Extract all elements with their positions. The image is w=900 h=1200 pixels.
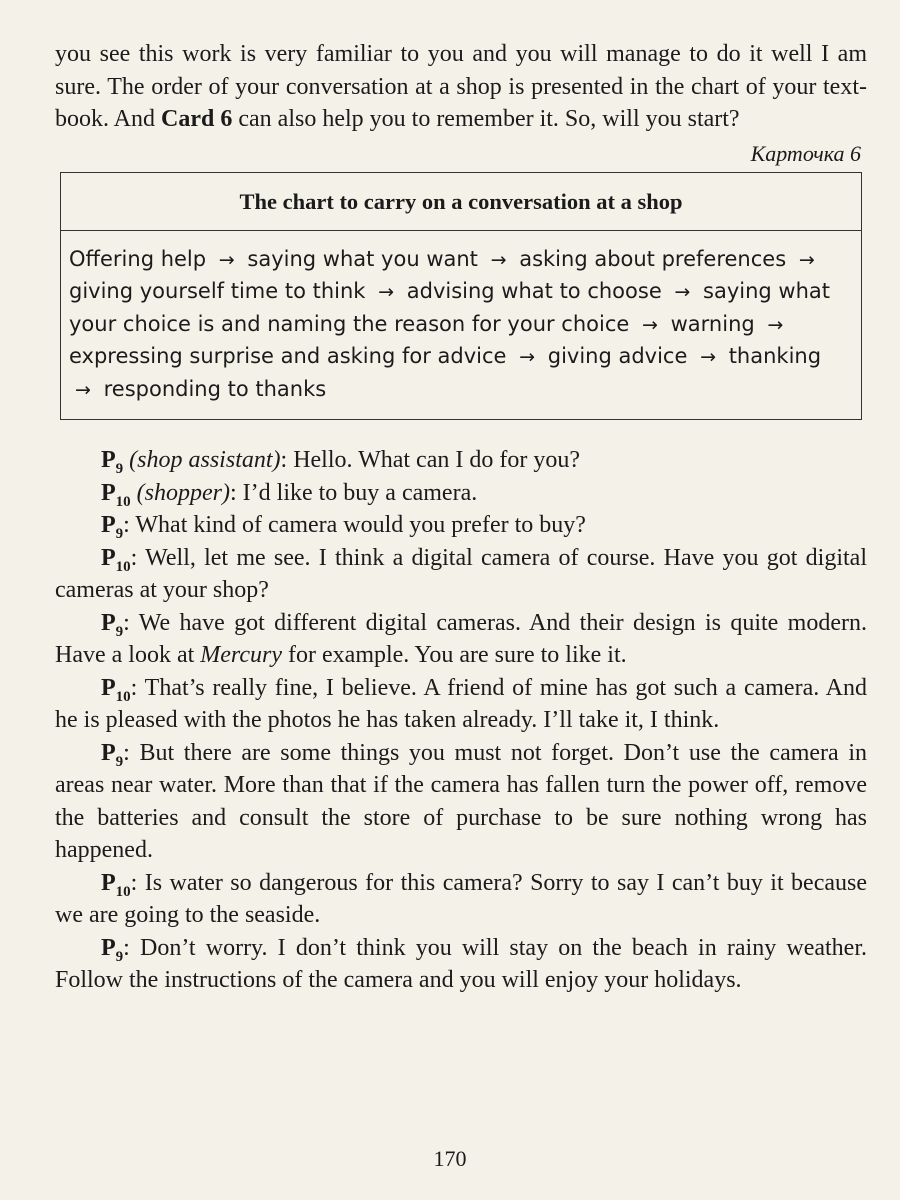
chart-step: responding to thanks [103, 376, 327, 401]
chart-step: giving yourself time to think [69, 279, 366, 303]
arrow-icon: → [642, 313, 658, 336]
chart-step: saying what your choice is and naming the reason for your choice [69, 279, 831, 336]
arrow-icon: → [519, 346, 536, 368]
dialog-text: : But there are some things you must not forget. Don’t use the camera in areas near water. More than that if the camera has fallen turn the power off, remove the batteries and consult the store of purchase to be sure nothing wrong has happened. [55, 739, 867, 863]
intro-paragraph: you see this work is very familiar to you and you will manage to do it well I am sure. The order of your conversation at a shop is presented in the chart of your text-book. And Card 6 can also help you to remember it. So, will you start? [55, 41, 867, 132]
chart-step: expressing surprise and asking for advice [69, 344, 507, 368]
speaker-role: (shopper) [136, 479, 230, 506]
dialog-line [55, 867, 867, 932]
arrow-icon: → [490, 248, 507, 271]
dialog-line [55, 607, 867, 672]
dialog-text: : We have got different digital cameras. And their design is quite modern. Have a look at [55, 609, 867, 668]
speaker-role: (shop assistant) [129, 447, 281, 473]
dialog-text: : What kind of camera would you prefer to buy? [123, 512, 586, 538]
conversation-chart [60, 172, 862, 421]
speaker-label: $P_9$ [101, 447, 124, 477]
arrow-icon: → [218, 248, 235, 271]
chart-step: advising what to choose [406, 279, 662, 303]
chart-step: Offering help [69, 246, 207, 271]
dialog-line [55, 672, 867, 737]
product-name: Mercury [200, 642, 283, 668]
speaker-label: $P_9$ [101, 739, 124, 770]
chart-flow [61, 231, 861, 420]
arrow-icon: → [798, 248, 815, 271]
speaker-label: $P_9$ [101, 512, 124, 542]
dialog-text: : I’d like to buy a camera. [230, 479, 478, 506]
dialog-line [55, 932, 867, 997]
dialog-text: : Hello. What can I do for you? [280, 447, 580, 473]
speaker-label: $P_9$ [101, 934, 124, 965]
speaker-label: $P_9$ [101, 609, 124, 640]
chart-title: The chart to carry on a conversation at a shop [61, 173, 861, 231]
arrow-icon: → [700, 346, 717, 368]
arrow-icon: → [378, 281, 395, 303]
speaker-label: $P_{10}$ [101, 869, 131, 900]
dialog-text: for example. You are sure to like it. [282, 642, 627, 668]
speaker-label: $P_{10}$ [101, 479, 131, 510]
chart-step: saying what you want [247, 246, 478, 271]
arrow-icon: → [75, 378, 91, 401]
arrow-icon: → [674, 281, 691, 303]
card-reference: Card 6 [161, 106, 233, 132]
dialog-line [55, 509, 867, 542]
dialog-text: : That’s really fine, I believe. A friend of mine has got such a camera. And he is pleased with the photos he has taken already. I’ll take it, I think. [55, 674, 867, 733]
page-number: 170 [433, 1146, 467, 1171]
chart-step: thanking [728, 344, 822, 368]
chart-step: asking about preferences [519, 246, 787, 271]
chart-step: warning [670, 311, 755, 336]
dialog-text: : Don’t worry. I don’t think you will stay on the beach in rainy weather. Follow the instructions of the camera and you will enjoy your holidays. [55, 934, 867, 993]
chart-step: giving advice [547, 344, 688, 368]
dialog [55, 444, 867, 997]
dialog-text: : Well, let me see. I think a digital camera of course. Have you got digital cameras at your shop? [55, 544, 867, 603]
arrow-icon: → [767, 313, 784, 336]
speaker-label: $P_{10}$ [101, 674, 131, 705]
dialog-line [55, 542, 867, 607]
card-label: Карточка 6 [750, 140, 861, 166]
speaker-label: $P_{10}$ [101, 544, 131, 575]
dialog-line [55, 737, 867, 867]
dialog-line [55, 477, 867, 510]
page-content [55, 38, 867, 997]
dialog-text: : Is water so dangerous for this camera? Sorry to say I can’t buy it because we are going to the seaside. [55, 869, 867, 928]
dialog-line [55, 444, 867, 477]
